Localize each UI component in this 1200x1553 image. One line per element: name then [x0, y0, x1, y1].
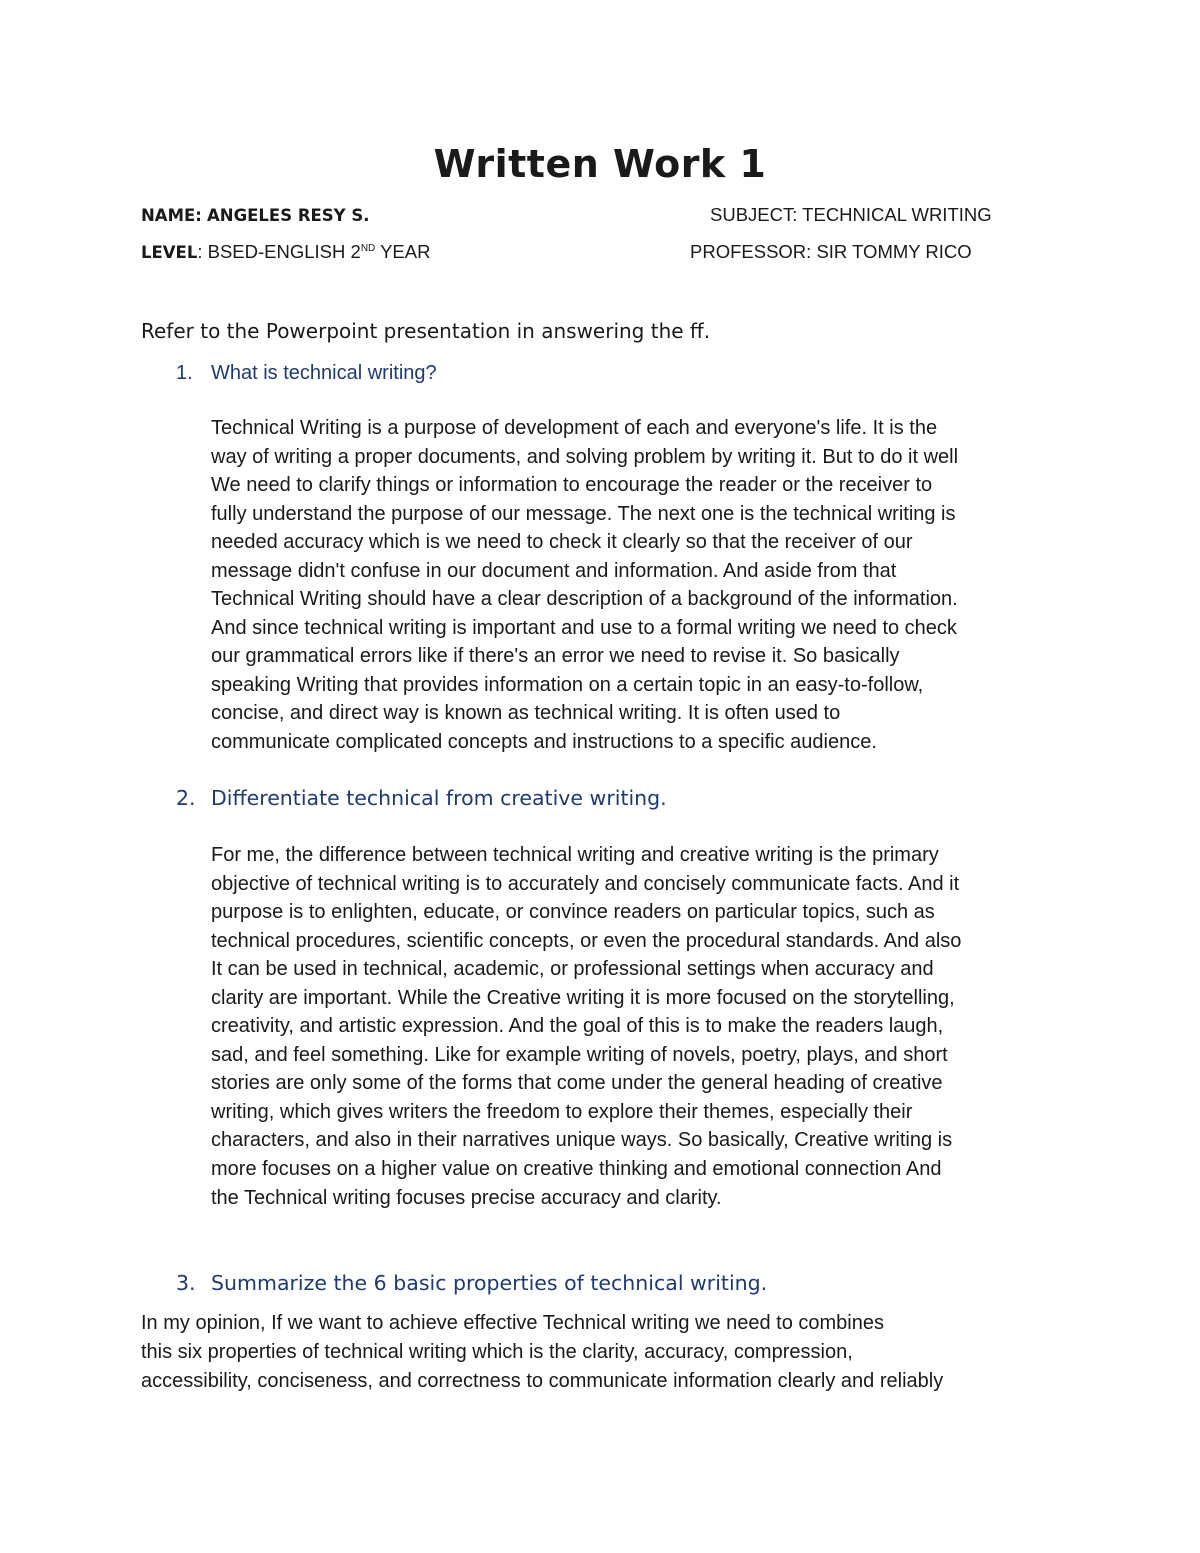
- level-suffix: YEAR: [375, 241, 431, 262]
- name-label: NAME:: [141, 206, 202, 225]
- answer-3: In my opinion, If we want to achieve effective Technical writing we need to combines this six properties of technical writing which is the clarity, accuracy, compression, accessibility, conciseness, and correctness to communicate information clearly and reliably: [141, 1312, 944, 1392]
- question-text: What is technical writing?: [211, 362, 437, 384]
- answer-2: For me, the difference between technical writing and creative writing is the primary objective of technical writing is to accurately and concisely communicate facts. And it purpose is to enlighten, educate, or convince readers on particular topics, such as technical procedures, scientific concepts, or even the procedural standards. And also It can be used in technical, academic, or professional settings when accuracy and clarity are important. While the Creative writing it is more focused on the storytelling, creativity, and artistic expression. And the goal of this is to make the readers laugh, sad, and feel something. Like for example writing of novels, poetry, plays, and short stories are only some of the forms that come under the general heading of creative writing, which gives writers the freedom to explore their themes, especially their characters, and also in their narratives unique ways. So basically, Creative writing is more focuses on a higher value on creative thinking and emotional connection And the Technical writing focuses precise accuracy and clarity.: [211, 844, 962, 1209]
- question-1: [176, 359, 437, 387]
- question-number: 2.: [176, 786, 196, 810]
- question-number: 3.: [176, 1271, 196, 1295]
- professor-line: PROFESSOR: SIR TOMMY RICO: [690, 241, 972, 262]
- level-value: : BSED-ENGLISH 2: [197, 241, 361, 262]
- subject-line: SUBJECT: TECHNICAL WRITING: [710, 204, 992, 225]
- level-ordinal: ND: [360, 243, 376, 254]
- question-text: Differentiate technical from creative writing.: [211, 786, 667, 810]
- level-line: [141, 240, 430, 265]
- question-2: [176, 783, 667, 813]
- question-number: 1.: [176, 362, 193, 384]
- name-line: [141, 203, 370, 228]
- answer-1: Technical Writing is a purpose of development of each and everyone's life. It is the way of writing a proper documents, and solving problem by writing it. But to do it well We need to clarify things or information to encourage the reader or the receiver to fully understand the purpose of our message. The next one is the technical writing is needed accuracy which is we need to check it clearly so that the receiver of our message didn't confuse in our document and information. And aside from that Technical Writing should have a clear description of a background of the information. And since technical writing is important and use to a formal writing we need to check our grammatical errors like if there's an error we need to revise it. So basically speaking Writing that provides information on a certain topic in an easy-to-follow, concise, and direct way is known as technical writing. It is often used to communicate complicated concepts and instructions to a specific audience.: [211, 417, 959, 754]
- question-text: Summarize the 6 basic properties of technical writing.: [211, 1271, 768, 1295]
- name-value: ANGELES RESY S.: [207, 206, 370, 225]
- instruction-text: Refer to the Powerpoint presentation in answering the ff.: [141, 319, 711, 343]
- document-title: Written Work 1: [433, 142, 767, 186]
- level-label: LEVEL: [141, 243, 198, 262]
- question-3: [176, 1268, 767, 1298]
